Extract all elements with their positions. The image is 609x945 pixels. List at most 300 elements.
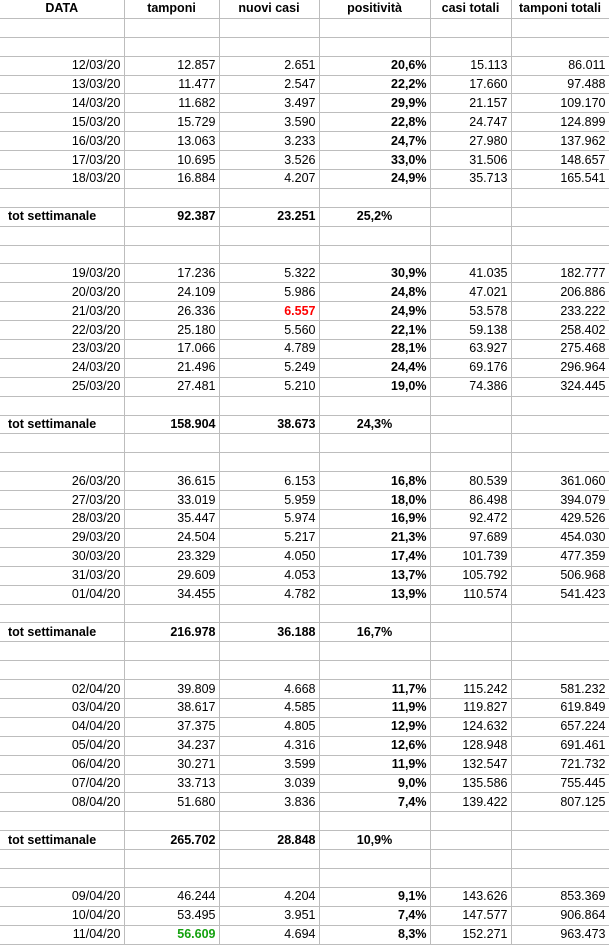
- cell-casi-totali[interactable]: 35.713: [430, 170, 511, 189]
- cell-tamponi[interactable]: 29.609: [124, 566, 219, 585]
- empty-cell[interactable]: [430, 434, 511, 453]
- empty-cell[interactable]: [511, 604, 609, 623]
- empty-cell[interactable]: [319, 850, 430, 869]
- cell-tamponi[interactable]: 15.729: [124, 113, 219, 132]
- cell-tamponi[interactable]: 46.244: [124, 887, 219, 906]
- empty-cell[interactable]: [219, 661, 319, 680]
- empty-cell[interactable]: [430, 868, 511, 887]
- cell-casi-totali[interactable]: 101.739: [430, 547, 511, 566]
- empty-cell[interactable]: [511, 453, 609, 472]
- cell-tamponi-totali[interactable]: 137.962: [511, 132, 609, 151]
- cell-nuovi-casi[interactable]: 5.322: [219, 264, 319, 283]
- cell-tamponi[interactable]: 12.857: [124, 56, 219, 75]
- cell-date[interactable]: 07/04/20: [0, 774, 124, 793]
- cell-positivita[interactable]: 11,9%: [319, 698, 430, 717]
- cell-nuovi-casi[interactable]: 4.204: [219, 887, 319, 906]
- cell-casi-totali[interactable]: 24.747: [430, 113, 511, 132]
- cell-tamponi[interactable]: 16.884: [124, 170, 219, 189]
- cell-casi-totali[interactable]: 119.827: [430, 698, 511, 717]
- cell-nuovi-casi[interactable]: 3.836: [219, 793, 319, 812]
- cell-positivita[interactable]: 30,9%: [319, 264, 430, 283]
- header-data[interactable]: DATA: [0, 0, 124, 18]
- cell-positivita[interactable]: 8,3%: [319, 925, 430, 944]
- cell-casi-totali[interactable]: 135.586: [430, 774, 511, 793]
- empty-cell[interactable]: [219, 245, 319, 264]
- weekly-total-positivita[interactable]: 10,9%: [319, 831, 430, 850]
- cell-nuovi-casi[interactable]: 5.974: [219, 510, 319, 529]
- cell-nuovi-casi[interactable]: 4.053: [219, 566, 319, 585]
- cell-tamponi-totali[interactable]: 97.488: [511, 75, 609, 94]
- cell-tamponi-totali[interactable]: 506.968: [511, 566, 609, 585]
- cell-tamponi-totali[interactable]: 853.369: [511, 887, 609, 906]
- empty-cell[interactable]: [430, 226, 511, 245]
- cell-nuovi-casi[interactable]: 5.210: [219, 377, 319, 396]
- cell-casi-totali[interactable]: 143.626: [430, 887, 511, 906]
- cell-tamponi-totali[interactable]: 124.899: [511, 113, 609, 132]
- weekly-total-nuovi-casi[interactable]: 23.251: [219, 207, 319, 226]
- cell-positivita[interactable]: 22,2%: [319, 75, 430, 94]
- cell-positivita[interactable]: 11,9%: [319, 755, 430, 774]
- cell-tamponi-totali[interactable]: 182.777: [511, 264, 609, 283]
- weekly-total-positivita[interactable]: 24,3%: [319, 415, 430, 434]
- empty-cell[interactable]: [319, 661, 430, 680]
- cell-nuovi-casi[interactable]: 3.526: [219, 151, 319, 170]
- empty-cell[interactable]: [511, 642, 609, 661]
- empty-cell[interactable]: [0, 245, 124, 264]
- cell-positivita[interactable]: 29,9%: [319, 94, 430, 113]
- cell-positivita[interactable]: 12,6%: [319, 736, 430, 755]
- cell-positivita[interactable]: 18,0%: [319, 491, 430, 510]
- cell-casi-totali[interactable]: 97.689: [430, 528, 511, 547]
- empty-cell[interactable]: [219, 226, 319, 245]
- cell-casi-totali[interactable]: 74.386: [430, 377, 511, 396]
- empty-cell[interactable]: [430, 37, 511, 56]
- empty-cell[interactable]: [319, 37, 430, 56]
- cell-tamponi-totali[interactable]: 394.079: [511, 491, 609, 510]
- weekly-total-nuovi-casi[interactable]: 38.673: [219, 415, 319, 434]
- empty-cell[interactable]: [0, 850, 124, 869]
- cell-tamponi-totali[interactable]: 963.473: [511, 925, 609, 944]
- cell-tamponi-totali[interactable]: 361.060: [511, 472, 609, 491]
- cell-nuovi-casi[interactable]: 4.782: [219, 585, 319, 604]
- cell-nuovi-casi[interactable]: 4.207: [219, 170, 319, 189]
- cell-positivita[interactable]: 11,7%: [319, 680, 430, 699]
- cell-positivita[interactable]: 7,4%: [319, 793, 430, 812]
- weekly-total-tamponi[interactable]: 216.978: [124, 623, 219, 642]
- cell-nuovi-casi[interactable]: 4.694: [219, 925, 319, 944]
- empty-cell[interactable]: [430, 396, 511, 415]
- empty-cell[interactable]: [511, 868, 609, 887]
- cell-casi-totali[interactable]: 41.035: [430, 264, 511, 283]
- cell-tamponi[interactable]: 39.809: [124, 680, 219, 699]
- cell-nuovi-casi[interactable]: 2.651: [219, 56, 319, 75]
- cell-date[interactable]: 30/03/20: [0, 547, 124, 566]
- weekly-total-nuovi-casi[interactable]: 36.188: [219, 623, 319, 642]
- cell-tamponi[interactable]: 21.496: [124, 358, 219, 377]
- cell-positivita[interactable]: 7,4%: [319, 906, 430, 925]
- cell-casi-totali[interactable]: 69.176: [430, 358, 511, 377]
- empty-cell[interactable]: [0, 18, 124, 37]
- cell-tamponi-totali[interactable]: 581.232: [511, 680, 609, 699]
- cell-positivita[interactable]: 24,8%: [319, 283, 430, 302]
- empty-cell[interactable]: [219, 18, 319, 37]
- cell-date[interactable]: 25/03/20: [0, 377, 124, 396]
- cell-tamponi[interactable]: 33.019: [124, 491, 219, 510]
- cell-date[interactable]: 03/04/20: [0, 698, 124, 717]
- cell-positivita[interactable]: 28,1%: [319, 340, 430, 359]
- empty-cell[interactable]: [0, 37, 124, 56]
- cell-positivita[interactable]: 16,8%: [319, 472, 430, 491]
- empty-cell[interactable]: [219, 604, 319, 623]
- weekly-total-positivita[interactable]: 16,7%: [319, 623, 430, 642]
- cell-positivita[interactable]: 13,9%: [319, 585, 430, 604]
- cell-tamponi-totali[interactable]: 721.732: [511, 755, 609, 774]
- cell-date[interactable]: 17/03/20: [0, 151, 124, 170]
- weekly-total-label[interactable]: tot settimanale: [0, 415, 124, 434]
- empty-cell[interactable]: [319, 434, 430, 453]
- cell-tamponi[interactable]: 27.481: [124, 377, 219, 396]
- cell-casi-totali[interactable]: 132.547: [430, 755, 511, 774]
- cell-date[interactable]: 02/04/20: [0, 680, 124, 699]
- weekly-total-nuovi-casi[interactable]: 28.848: [219, 831, 319, 850]
- empty-cell[interactable]: [319, 396, 430, 415]
- cell-nuovi-casi[interactable]: 4.050: [219, 547, 319, 566]
- cell-tamponi-totali[interactable]: 296.964: [511, 358, 609, 377]
- empty-cell[interactable]: [430, 642, 511, 661]
- cell-casi-totali[interactable]: 128.948: [430, 736, 511, 755]
- cell-casi-totali[interactable]: 15.113: [430, 56, 511, 75]
- empty-cell[interactable]: [430, 415, 511, 434]
- cell-date[interactable]: 13/03/20: [0, 75, 124, 94]
- cell-tamponi-totali[interactable]: 165.541: [511, 170, 609, 189]
- cell-nuovi-casi[interactable]: 3.590: [219, 113, 319, 132]
- empty-cell[interactable]: [511, 623, 609, 642]
- cell-tamponi[interactable]: 53.495: [124, 906, 219, 925]
- cell-tamponi[interactable]: 13.063: [124, 132, 219, 151]
- empty-cell[interactable]: [124, 453, 219, 472]
- cell-tamponi-totali[interactable]: 619.849: [511, 698, 609, 717]
- cell-tamponi[interactable]: 38.617: [124, 698, 219, 717]
- cell-date[interactable]: 04/04/20: [0, 717, 124, 736]
- cell-tamponi[interactable]: 17.236: [124, 264, 219, 283]
- empty-cell[interactable]: [511, 850, 609, 869]
- cell-casi-totali[interactable]: 86.498: [430, 491, 511, 510]
- empty-cell[interactable]: [430, 453, 511, 472]
- empty-cell[interactable]: [219, 453, 319, 472]
- cell-date[interactable]: 15/03/20: [0, 113, 124, 132]
- cell-date[interactable]: 26/03/20: [0, 472, 124, 491]
- empty-cell[interactable]: [124, 37, 219, 56]
- cell-tamponi[interactable]: 56.609: [124, 925, 219, 944]
- cell-positivita[interactable]: 9,0%: [319, 774, 430, 793]
- cell-date[interactable]: 28/03/20: [0, 510, 124, 529]
- cell-positivita[interactable]: 20,6%: [319, 56, 430, 75]
- empty-cell[interactable]: [511, 396, 609, 415]
- empty-cell[interactable]: [430, 207, 511, 226]
- empty-cell[interactable]: [511, 434, 609, 453]
- cell-tamponi[interactable]: 33.713: [124, 774, 219, 793]
- cell-date[interactable]: 16/03/20: [0, 132, 124, 151]
- empty-cell[interactable]: [124, 396, 219, 415]
- cell-casi-totali[interactable]: 147.577: [430, 906, 511, 925]
- cell-date[interactable]: 12/03/20: [0, 56, 124, 75]
- weekly-total-positivita[interactable]: 25,2%: [319, 207, 430, 226]
- empty-cell[interactable]: [430, 812, 511, 831]
- empty-cell[interactable]: [319, 188, 430, 207]
- cell-date[interactable]: 21/03/20: [0, 302, 124, 321]
- cell-tamponi-totali[interactable]: 477.359: [511, 547, 609, 566]
- cell-positivita[interactable]: 21,3%: [319, 528, 430, 547]
- cell-tamponi[interactable]: 17.066: [124, 340, 219, 359]
- empty-cell[interactable]: [430, 850, 511, 869]
- cell-tamponi[interactable]: 24.109: [124, 283, 219, 302]
- empty-cell[interactable]: [319, 226, 430, 245]
- cell-casi-totali[interactable]: 21.157: [430, 94, 511, 113]
- cell-date[interactable]: 23/03/20: [0, 340, 124, 359]
- cell-nuovi-casi[interactable]: 3.599: [219, 755, 319, 774]
- empty-cell[interactable]: [319, 453, 430, 472]
- empty-cell[interactable]: [0, 434, 124, 453]
- cell-casi-totali[interactable]: 31.506: [430, 151, 511, 170]
- cell-date[interactable]: 14/03/20: [0, 94, 124, 113]
- cell-nuovi-casi[interactable]: 4.805: [219, 717, 319, 736]
- cell-nuovi-casi[interactable]: 3.233: [219, 132, 319, 151]
- cell-date[interactable]: 09/04/20: [0, 887, 124, 906]
- cell-tamponi-totali[interactable]: 541.423: [511, 585, 609, 604]
- cell-date[interactable]: 10/04/20: [0, 906, 124, 925]
- empty-cell[interactable]: [124, 850, 219, 869]
- cell-tamponi-totali[interactable]: 755.445: [511, 774, 609, 793]
- weekly-total-label[interactable]: tot settimanale: [0, 623, 124, 642]
- cell-tamponi[interactable]: 23.329: [124, 547, 219, 566]
- cell-casi-totali[interactable]: 27.980: [430, 132, 511, 151]
- cell-positivita[interactable]: 12,9%: [319, 717, 430, 736]
- cell-tamponi-totali[interactable]: 429.526: [511, 510, 609, 529]
- cell-date[interactable]: 31/03/20: [0, 566, 124, 585]
- weekly-total-tamponi[interactable]: 158.904: [124, 415, 219, 434]
- empty-cell[interactable]: [430, 188, 511, 207]
- empty-cell[interactable]: [511, 37, 609, 56]
- empty-cell[interactable]: [319, 245, 430, 264]
- empty-cell[interactable]: [511, 226, 609, 245]
- cell-positivita[interactable]: 24,4%: [319, 358, 430, 377]
- weekly-total-tamponi[interactable]: 265.702: [124, 831, 219, 850]
- cell-positivita[interactable]: 13,7%: [319, 566, 430, 585]
- empty-cell[interactable]: [511, 812, 609, 831]
- empty-cell[interactable]: [124, 245, 219, 264]
- cell-tamponi-totali[interactable]: 86.011: [511, 56, 609, 75]
- cell-casi-totali[interactable]: 80.539: [430, 472, 511, 491]
- empty-cell[interactable]: [0, 642, 124, 661]
- header-nuovi-casi[interactable]: nuovi casi: [219, 0, 319, 18]
- cell-date[interactable]: 06/04/20: [0, 755, 124, 774]
- empty-cell[interactable]: [219, 434, 319, 453]
- cell-tamponi[interactable]: 11.477: [124, 75, 219, 94]
- cell-casi-totali[interactable]: 139.422: [430, 793, 511, 812]
- header-positivita[interactable]: positività: [319, 0, 430, 18]
- empty-cell[interactable]: [124, 868, 219, 887]
- empty-cell[interactable]: [0, 188, 124, 207]
- cell-casi-totali[interactable]: 92.472: [430, 510, 511, 529]
- cell-date[interactable]: 24/03/20: [0, 358, 124, 377]
- empty-cell[interactable]: [124, 642, 219, 661]
- cell-date[interactable]: 29/03/20: [0, 528, 124, 547]
- cell-date[interactable]: 18/03/20: [0, 170, 124, 189]
- empty-cell[interactable]: [430, 245, 511, 264]
- empty-cell[interactable]: [511, 18, 609, 37]
- cell-date[interactable]: 20/03/20: [0, 283, 124, 302]
- empty-cell[interactable]: [219, 37, 319, 56]
- cell-casi-totali[interactable]: 110.574: [430, 585, 511, 604]
- cell-tamponi[interactable]: 24.504: [124, 528, 219, 547]
- cell-nuovi-casi[interactable]: 6.153: [219, 472, 319, 491]
- cell-tamponi[interactable]: 25.180: [124, 321, 219, 340]
- cell-date[interactable]: 11/04/20: [0, 925, 124, 944]
- cell-tamponi-totali[interactable]: 906.864: [511, 906, 609, 925]
- empty-cell[interactable]: [124, 226, 219, 245]
- empty-cell[interactable]: [0, 604, 124, 623]
- cell-casi-totali[interactable]: 59.138: [430, 321, 511, 340]
- cell-date[interactable]: 22/03/20: [0, 321, 124, 340]
- cell-nuovi-casi[interactable]: 4.585: [219, 698, 319, 717]
- cell-positivita[interactable]: 24,7%: [319, 132, 430, 151]
- cell-date[interactable]: 01/04/20: [0, 585, 124, 604]
- cell-tamponi[interactable]: 34.237: [124, 736, 219, 755]
- header-tamponi-totali[interactable]: tamponi totali: [511, 0, 609, 18]
- empty-cell[interactable]: [124, 812, 219, 831]
- empty-cell[interactable]: [124, 188, 219, 207]
- cell-nuovi-casi[interactable]: 4.789: [219, 340, 319, 359]
- cell-casi-totali[interactable]: 105.792: [430, 566, 511, 585]
- cell-nuovi-casi[interactable]: 5.959: [219, 491, 319, 510]
- cell-tamponi-totali[interactable]: 454.030: [511, 528, 609, 547]
- cell-positivita[interactable]: 22,8%: [319, 113, 430, 132]
- cell-tamponi[interactable]: 51.680: [124, 793, 219, 812]
- empty-cell[interactable]: [511, 207, 609, 226]
- cell-positivita[interactable]: 24,9%: [319, 170, 430, 189]
- cell-nuovi-casi[interactable]: 6.557: [219, 302, 319, 321]
- empty-cell[interactable]: [511, 245, 609, 264]
- empty-cell[interactable]: [124, 434, 219, 453]
- cell-nuovi-casi[interactable]: 5.217: [219, 528, 319, 547]
- cell-casi-totali[interactable]: 124.632: [430, 717, 511, 736]
- cell-casi-totali[interactable]: 115.242: [430, 680, 511, 699]
- empty-cell[interactable]: [511, 188, 609, 207]
- empty-cell[interactable]: [430, 661, 511, 680]
- empty-cell[interactable]: [319, 604, 430, 623]
- empty-cell[interactable]: [430, 18, 511, 37]
- cell-positivita[interactable]: 19,0%: [319, 377, 430, 396]
- cell-tamponi-totali[interactable]: 275.468: [511, 340, 609, 359]
- empty-cell[interactable]: [219, 188, 319, 207]
- cell-nuovi-casi[interactable]: 3.951: [219, 906, 319, 925]
- weekly-total-label[interactable]: tot settimanale: [0, 831, 124, 850]
- cell-tamponi[interactable]: 10.695: [124, 151, 219, 170]
- cell-casi-totali[interactable]: 63.927: [430, 340, 511, 359]
- cell-positivita[interactable]: 17,4%: [319, 547, 430, 566]
- empty-cell[interactable]: [0, 661, 124, 680]
- cell-tamponi[interactable]: 11.682: [124, 94, 219, 113]
- cell-tamponi[interactable]: 26.336: [124, 302, 219, 321]
- weekly-total-label[interactable]: tot settimanale: [0, 207, 124, 226]
- empty-cell[interactable]: [124, 661, 219, 680]
- cell-casi-totali[interactable]: 47.021: [430, 283, 511, 302]
- empty-cell[interactable]: [219, 868, 319, 887]
- cell-tamponi[interactable]: 35.447: [124, 510, 219, 529]
- cell-nuovi-casi[interactable]: 5.249: [219, 358, 319, 377]
- empty-cell[interactable]: [319, 868, 430, 887]
- cell-positivita[interactable]: 24,9%: [319, 302, 430, 321]
- cell-tamponi-totali[interactable]: 109.170: [511, 94, 609, 113]
- empty-cell[interactable]: [511, 831, 609, 850]
- cell-positivita[interactable]: 16,9%: [319, 510, 430, 529]
- cell-tamponi[interactable]: 34.455: [124, 585, 219, 604]
- cell-casi-totali[interactable]: 17.660: [430, 75, 511, 94]
- cell-nuovi-casi[interactable]: 2.547: [219, 75, 319, 94]
- empty-cell[interactable]: [319, 642, 430, 661]
- cell-tamponi-totali[interactable]: 148.657: [511, 151, 609, 170]
- empty-cell[interactable]: [0, 226, 124, 245]
- empty-cell[interactable]: [219, 396, 319, 415]
- empty-cell[interactable]: [124, 18, 219, 37]
- empty-cell[interactable]: [430, 604, 511, 623]
- cell-positivita[interactable]: 22,1%: [319, 321, 430, 340]
- cell-tamponi[interactable]: 37.375: [124, 717, 219, 736]
- cell-nuovi-casi[interactable]: 3.039: [219, 774, 319, 793]
- header-tamponi[interactable]: tamponi: [124, 0, 219, 18]
- cell-nuovi-casi[interactable]: 4.316: [219, 736, 319, 755]
- cell-tamponi-totali[interactable]: 233.222: [511, 302, 609, 321]
- cell-casi-totali[interactable]: 152.271: [430, 925, 511, 944]
- cell-date[interactable]: 05/04/20: [0, 736, 124, 755]
- header-casi-totali[interactable]: casi totali: [430, 0, 511, 18]
- cell-tamponi-totali[interactable]: 324.445: [511, 377, 609, 396]
- cell-date[interactable]: 08/04/20: [0, 793, 124, 812]
- cell-nuovi-casi[interactable]: 4.668: [219, 680, 319, 699]
- empty-cell[interactable]: [511, 661, 609, 680]
- cell-tamponi-totali[interactable]: 807.125: [511, 793, 609, 812]
- weekly-total-tamponi[interactable]: 92.387: [124, 207, 219, 226]
- empty-cell[interactable]: [0, 868, 124, 887]
- empty-cell[interactable]: [0, 453, 124, 472]
- cell-tamponi-totali[interactable]: 691.461: [511, 736, 609, 755]
- empty-cell[interactable]: [511, 415, 609, 434]
- empty-cell[interactable]: [219, 850, 319, 869]
- cell-date[interactable]: 19/03/20: [0, 264, 124, 283]
- empty-cell[interactable]: [319, 812, 430, 831]
- cell-positivita[interactable]: 9,1%: [319, 887, 430, 906]
- empty-cell[interactable]: [0, 812, 124, 831]
- cell-tamponi-totali[interactable]: 206.886: [511, 283, 609, 302]
- empty-cell[interactable]: [219, 642, 319, 661]
- cell-tamponi-totali[interactable]: 258.402: [511, 321, 609, 340]
- cell-nuovi-casi[interactable]: 5.560: [219, 321, 319, 340]
- cell-positivita[interactable]: 33,0%: [319, 151, 430, 170]
- cell-nuovi-casi[interactable]: 5.986: [219, 283, 319, 302]
- empty-cell[interactable]: [430, 623, 511, 642]
- empty-cell[interactable]: [0, 396, 124, 415]
- empty-cell[interactable]: [319, 18, 430, 37]
- empty-cell[interactable]: [124, 604, 219, 623]
- cell-tamponi-totali[interactable]: 657.224: [511, 717, 609, 736]
- cell-tamponi[interactable]: 30.271: [124, 755, 219, 774]
- empty-cell[interactable]: [219, 812, 319, 831]
- cell-nuovi-casi[interactable]: 3.497: [219, 94, 319, 113]
- empty-cell[interactable]: [430, 831, 511, 850]
- cell-date[interactable]: 27/03/20: [0, 491, 124, 510]
- cell-tamponi[interactable]: 36.615: [124, 472, 219, 491]
- cell-casi-totali[interactable]: 53.578: [430, 302, 511, 321]
